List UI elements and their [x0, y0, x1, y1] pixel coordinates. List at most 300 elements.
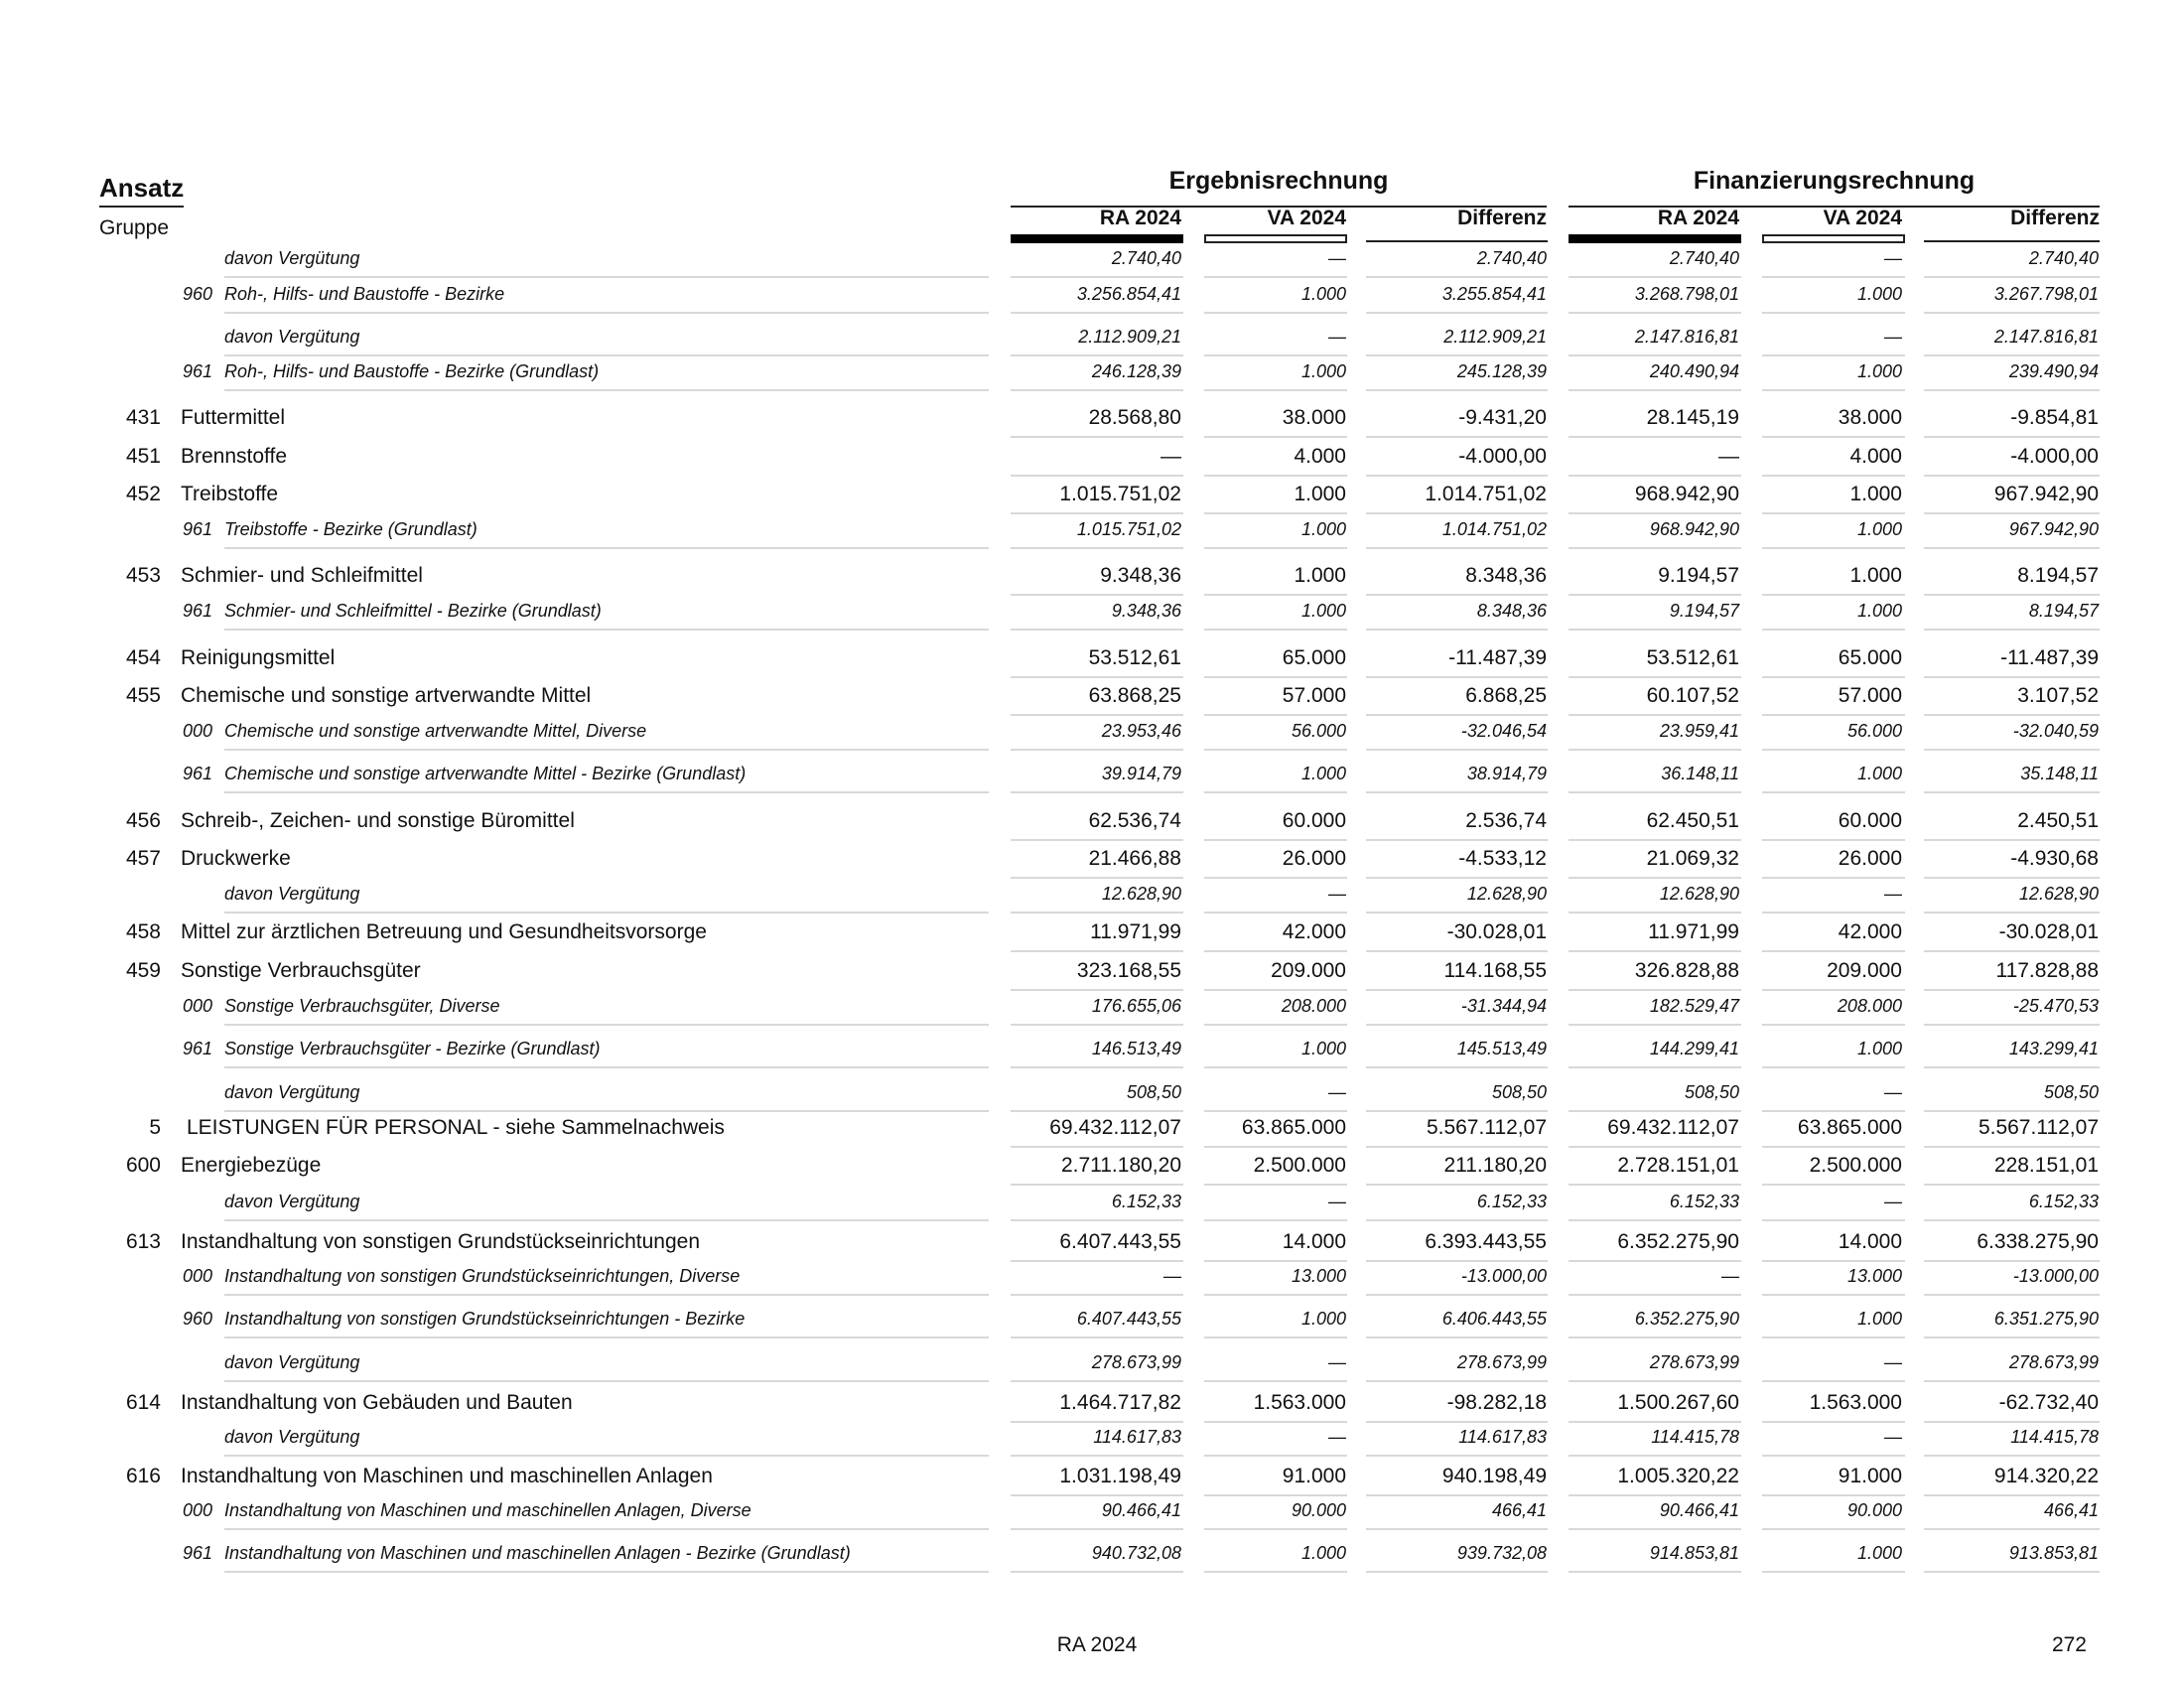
cell-rule — [1569, 912, 1741, 914]
group-code: 431 — [125, 406, 161, 429]
row-rule — [224, 1571, 989, 1573]
cell-rule — [1569, 1380, 1741, 1382]
cell-rule — [1762, 676, 1905, 678]
row-rule — [224, 389, 989, 391]
cell-rule — [1011, 1024, 1183, 1026]
cell-rule — [1762, 749, 1905, 751]
value-fr-diff: 239.490,94 — [2008, 361, 2099, 381]
cell-rule — [1762, 1066, 1905, 1068]
row-rule — [224, 547, 989, 549]
cell-rule — [1011, 436, 1183, 438]
value-er-ra: 1.464.717,82 — [1059, 1391, 1181, 1414]
cell-rule — [1204, 1024, 1347, 1026]
cell-rule — [1924, 1571, 2100, 1573]
value-fr-va: 1.000 — [1856, 1543, 1902, 1563]
value-fr-va: — — [1884, 327, 1902, 347]
value-er-ra: 2.112.909,21 — [1078, 327, 1181, 347]
group-code: 454 — [125, 646, 161, 669]
value-er-diff: 2.536,74 — [1465, 809, 1547, 832]
cell-rule — [1011, 1421, 1183, 1423]
col-marker-er-va — [1204, 234, 1347, 243]
cell-rule — [1924, 1219, 2100, 1221]
cell-rule — [1924, 839, 2100, 841]
value-fr-va: — — [1884, 248, 1902, 268]
row-label: Treibstoffe — [181, 483, 279, 505]
cell-rule — [1204, 989, 1347, 991]
cell-rule — [1762, 475, 1905, 477]
cell-rule — [1569, 1184, 1741, 1186]
value-er-ra: 246.128,39 — [1091, 361, 1181, 381]
value-fr-diff: 143.299,41 — [2008, 1039, 2099, 1058]
cell-rule — [1011, 389, 1183, 391]
value-fr-va: — — [1884, 1192, 1902, 1211]
row-label: davon Vergütung — [224, 1352, 360, 1372]
row-rule — [224, 1336, 989, 1338]
value-er-diff: 6.406.443,55 — [1441, 1309, 1547, 1329]
cell-rule — [1011, 877, 1183, 879]
value-fr-diff: -62.732,40 — [1998, 1391, 2099, 1414]
cell-rule — [1366, 1380, 1548, 1382]
value-er-diff: 245.128,39 — [1456, 361, 1547, 381]
col-header-fr-ra: RA 2024 — [1657, 207, 1739, 229]
value-fr-diff: -4.000,00 — [2010, 445, 2099, 468]
value-fr-ra: 9.194,57 — [1658, 564, 1739, 587]
value-er-ra: 21.466,88 — [1088, 847, 1181, 870]
row-label: davon Vergütung — [224, 327, 360, 347]
cell-rule — [1204, 1110, 1347, 1112]
cell-rule — [1569, 312, 1741, 314]
cell-rule — [1762, 512, 1905, 514]
row-label: davon Vergütung — [224, 1427, 360, 1447]
cell-rule — [1762, 629, 1905, 631]
group-code: 457 — [125, 847, 161, 870]
cell-rule — [1569, 1494, 1741, 1496]
row-label: Instandhaltung von Maschinen und maschinellen Anlagen - Bezirke (Grundlast) — [224, 1543, 851, 1563]
value-fr-ra: 21.069,32 — [1646, 847, 1739, 870]
value-fr-ra: 6.152,33 — [1669, 1192, 1739, 1211]
sub-code: 961 — [183, 519, 213, 539]
value-fr-va: 1.000 — [1849, 483, 1902, 505]
value-er-diff: 6.152,33 — [1476, 1192, 1547, 1211]
row-label: davon Vergütung — [224, 1192, 360, 1211]
cell-rule — [1366, 1260, 1548, 1262]
value-er-va: 1.000 — [1300, 1039, 1346, 1058]
cell-rule — [1204, 312, 1347, 314]
value-fr-va: — — [1884, 884, 1902, 904]
col-header-er-ra: RA 2024 — [1099, 207, 1181, 229]
value-fr-ra: 278.673,99 — [1649, 1352, 1739, 1372]
cell-rule — [1366, 791, 1548, 793]
value-fr-ra: 508,50 — [1684, 1082, 1739, 1102]
value-fr-va: 1.000 — [1856, 1309, 1902, 1329]
group-code: 614 — [125, 1391, 161, 1414]
cell-rule — [1366, 389, 1548, 391]
cell-rule — [1204, 1528, 1347, 1530]
cell-rule — [1569, 1146, 1741, 1148]
value-er-diff: 2.112.909,21 — [1443, 327, 1547, 347]
value-er-va: 26.000 — [1282, 847, 1346, 870]
value-fr-ra: 6.352.275,90 — [1634, 1309, 1739, 1329]
value-fr-ra: 12.628,90 — [1659, 884, 1739, 904]
cell-rule — [1924, 512, 2100, 514]
sub-code: 000 — [183, 1266, 213, 1286]
value-er-va: 38.000 — [1282, 406, 1346, 429]
cell-rule — [1762, 791, 1905, 793]
cell-rule — [1011, 749, 1183, 751]
value-er-diff: -98.282,18 — [1446, 1391, 1547, 1414]
value-er-ra: — — [1160, 445, 1181, 468]
row-label: Treibstoffe - Bezirke (Grundlast) — [224, 519, 478, 539]
cell-rule — [1204, 475, 1347, 477]
row-label: Schreib-, Zeichen- und sonstige Büromittel — [181, 809, 575, 832]
cell-rule — [1924, 1184, 2100, 1186]
cell-rule — [1569, 389, 1741, 391]
value-fr-ra: 326.828,88 — [1634, 959, 1739, 982]
cell-rule — [1366, 1219, 1548, 1221]
value-fr-va: 1.000 — [1856, 764, 1902, 783]
value-er-diff: -4.000,00 — [1458, 445, 1547, 468]
cell-rule — [1569, 436, 1741, 438]
value-fr-diff: 466,41 — [2043, 1500, 2099, 1520]
value-er-diff: 940.198,49 — [1441, 1465, 1547, 1487]
cell-rule — [1366, 1146, 1548, 1148]
row-label: Instandhaltung von Maschinen und maschinellen Anlagen, Diverse — [224, 1500, 751, 1520]
value-fr-va: 57.000 — [1838, 684, 1902, 707]
cell-rule — [1204, 1294, 1347, 1296]
value-fr-va: 1.000 — [1856, 519, 1902, 539]
cell-rule — [1924, 912, 2100, 914]
cell-rule — [1204, 1380, 1347, 1382]
header-ansatz: Ansatz — [99, 173, 184, 208]
value-fr-ra: 2.740,40 — [1669, 248, 1739, 268]
value-fr-diff: 913.853,81 — [2008, 1543, 2099, 1563]
value-er-diff: 3.255.854,41 — [1441, 284, 1547, 304]
value-fr-diff: 6.152,33 — [2028, 1192, 2099, 1211]
value-fr-ra: 1.500.267,60 — [1617, 1391, 1739, 1414]
value-fr-diff: 12.628,90 — [2018, 884, 2099, 904]
value-fr-diff: 6.351.275,90 — [1993, 1309, 2099, 1329]
value-er-ra: 146.513,49 — [1091, 1039, 1181, 1058]
cell-rule — [1011, 512, 1183, 514]
row-rule — [224, 749, 989, 751]
cell-rule — [1366, 714, 1548, 716]
value-er-ra: 9.348,36 — [1100, 564, 1181, 587]
cell-rule — [1011, 475, 1183, 477]
row-label: Schmier- und Schleifmittel - Bezirke (Grundlast) — [224, 601, 602, 621]
row-label: Chemische und sonstige artverwandte Mittel — [181, 684, 592, 707]
row-rule — [224, 1380, 989, 1382]
value-er-ra: 940.732,08 — [1091, 1543, 1181, 1563]
cell-rule — [1924, 1066, 2100, 1068]
cell-rule — [1366, 1294, 1548, 1296]
value-er-ra: 2.740,40 — [1111, 248, 1181, 268]
footer-label: RA 2024 — [1056, 1633, 1138, 1656]
value-er-ra: 63.868,25 — [1088, 684, 1181, 707]
value-fr-va: 4.000 — [1849, 445, 1902, 468]
cell-rule — [1011, 989, 1183, 991]
value-er-va: — — [1328, 327, 1346, 347]
value-fr-diff: 228.151,01 — [1993, 1154, 2099, 1177]
value-er-va: — — [1328, 1427, 1346, 1447]
value-er-va: 1.000 — [1300, 764, 1346, 783]
value-er-va: 60.000 — [1282, 809, 1346, 832]
cell-rule — [1924, 629, 2100, 631]
row-rule — [224, 629, 989, 631]
value-fr-ra: 6.352.275,90 — [1617, 1230, 1739, 1253]
col-marker-er-ra — [1011, 234, 1183, 243]
cell-rule — [1762, 1184, 1905, 1186]
row-label: Instandhaltung von Gebäuden und Bauten — [181, 1391, 573, 1414]
value-fr-diff: 5.567.112,07 — [1978, 1116, 2099, 1139]
value-fr-ra: 240.490,94 — [1649, 361, 1739, 381]
value-fr-va: 42.000 — [1838, 920, 1902, 943]
cell-rule — [1011, 1184, 1183, 1186]
cell-rule — [1011, 950, 1183, 952]
cell-rule — [1924, 1024, 2100, 1026]
value-er-va: 63.865.000 — [1241, 1116, 1346, 1139]
cell-rule — [1366, 1455, 1548, 1457]
value-fr-diff: 114.415,78 — [2010, 1427, 2099, 1447]
cell-rule — [1924, 714, 2100, 716]
cell-rule — [1011, 312, 1183, 314]
value-er-ra: — — [1163, 1266, 1181, 1286]
cell-rule — [1011, 676, 1183, 678]
value-er-diff: -30.028,01 — [1446, 920, 1547, 943]
cell-rule — [1366, 1494, 1548, 1496]
cell-rule — [1569, 354, 1741, 356]
col-header-er-diff: Differenz — [1457, 207, 1547, 229]
cell-rule — [1011, 1571, 1183, 1573]
cell-rule — [1924, 1294, 2100, 1296]
cell-rule — [1762, 1421, 1905, 1423]
cell-rule — [1011, 1260, 1183, 1262]
cell-rule — [1011, 791, 1183, 793]
cell-rule — [1924, 1494, 2100, 1496]
section-title-finanzierungsrechnung: Finanzierungsrechnung — [1569, 167, 2100, 208]
cell-rule — [1924, 749, 2100, 751]
value-er-diff: 939.732,08 — [1456, 1543, 1547, 1563]
row-label: Mittel zur ärztlichen Betreuung und Gesundheitsvorsorge — [181, 920, 707, 943]
value-er-diff: -31.344,94 — [1460, 996, 1547, 1016]
value-fr-diff: 3.107,52 — [2017, 684, 2099, 707]
sub-code: 961 — [183, 1543, 213, 1563]
value-er-va: 57.000 — [1282, 684, 1346, 707]
cell-rule — [1204, 912, 1347, 914]
col-marker-fr-va — [1762, 234, 1905, 243]
row-rule — [224, 276, 989, 278]
value-fr-diff: 914.320,22 — [1993, 1465, 2099, 1487]
value-fr-ra: 2.728.151,01 — [1617, 1154, 1739, 1177]
value-fr-ra: 28.145,19 — [1646, 406, 1739, 429]
row-label: Futtermittel — [181, 406, 286, 429]
value-er-ra: 6.407.443,55 — [1059, 1230, 1181, 1253]
cell-rule — [1762, 354, 1905, 356]
value-fr-ra: 62.450,51 — [1646, 809, 1739, 832]
cell-rule — [1569, 676, 1741, 678]
cell-rule — [1011, 839, 1183, 841]
row-label: davon Vergütung — [224, 884, 360, 904]
cell-rule — [1366, 629, 1548, 631]
cell-rule — [1011, 629, 1183, 631]
cell-rule — [1011, 1219, 1183, 1221]
value-er-diff: 2.740,40 — [1476, 248, 1547, 268]
cell-rule — [1204, 389, 1347, 391]
header-gruppe: Gruppe — [99, 216, 170, 239]
row-rule — [224, 791, 989, 793]
value-er-va: — — [1328, 248, 1346, 268]
sub-code: 961 — [183, 1039, 213, 1058]
cell-rule — [1569, 475, 1741, 477]
row-label: Druckwerke — [181, 847, 291, 870]
value-fr-ra: 114.415,78 — [1651, 1427, 1739, 1447]
value-fr-diff: -4.930,68 — [2010, 847, 2099, 870]
cell-rule — [1762, 276, 1905, 278]
value-er-diff: 1.014.751,02 — [1425, 483, 1547, 505]
value-fr-diff: -30.028,01 — [1998, 920, 2099, 943]
row-label: Chemische und sonstige artverwandte Mittel - Bezirke (Grundlast) — [224, 764, 747, 783]
cell-rule — [1204, 676, 1347, 678]
value-fr-ra: 968.942,90 — [1634, 483, 1739, 505]
cell-rule — [1924, 276, 2100, 278]
value-er-va: — — [1328, 884, 1346, 904]
cell-rule — [1762, 1528, 1905, 1530]
cell-rule — [1011, 1146, 1183, 1148]
sub-code: 000 — [183, 996, 213, 1016]
row-label: Sonstige Verbrauchsgüter — [181, 959, 421, 982]
cell-rule — [1366, 1336, 1548, 1338]
cell-rule — [1366, 547, 1548, 549]
cell-rule — [1204, 1421, 1347, 1423]
sub-code: 961 — [183, 601, 213, 621]
row-label: Instandhaltung von sonstigen Grundstückseinrichtungen - Bezirke — [224, 1309, 746, 1329]
value-er-ra: 6.152,33 — [1111, 1192, 1181, 1211]
row-label: Energiebezüge — [181, 1154, 322, 1177]
value-er-va: 1.000 — [1294, 483, 1346, 505]
value-er-ra: 90.466,41 — [1101, 1500, 1181, 1520]
value-fr-diff: -11.487,39 — [2000, 646, 2099, 669]
value-er-ra: 39.914,79 — [1101, 764, 1181, 783]
cell-rule — [1204, 1184, 1347, 1186]
value-fr-diff: 967.942,90 — [1993, 483, 2099, 505]
value-er-va: — — [1328, 1192, 1346, 1211]
cell-rule — [1924, 1336, 2100, 1338]
value-fr-va: — — [1884, 1082, 1902, 1102]
col-marker-fr-ra — [1569, 234, 1741, 243]
cell-rule — [1569, 1421, 1741, 1423]
value-er-ra: 53.512,61 — [1088, 646, 1181, 669]
cell-rule — [1366, 1571, 1548, 1573]
cell-rule — [1569, 1024, 1741, 1026]
row-rule — [224, 1219, 989, 1221]
value-fr-va: — — [1884, 1352, 1902, 1372]
value-fr-diff: 2.740,40 — [2028, 248, 2099, 268]
cell-rule — [1569, 791, 1741, 793]
group-code: 455 — [125, 684, 161, 707]
value-fr-ra: — — [1721, 1266, 1739, 1286]
row-rule — [224, 312, 989, 314]
value-fr-diff: 35.148,11 — [2020, 764, 2099, 783]
value-er-diff: 114.168,55 — [1443, 959, 1547, 982]
value-fr-ra: 60.107,52 — [1646, 684, 1739, 707]
cell-rule — [1204, 547, 1347, 549]
cell-rule — [1569, 749, 1741, 751]
sub-code: 960 — [183, 284, 213, 304]
row-label: Instandhaltung von Maschinen und maschinellen Anlagen — [181, 1465, 713, 1487]
cell-rule — [1569, 1110, 1741, 1112]
cell-rule — [1762, 1146, 1905, 1148]
group-code: 458 — [125, 920, 161, 943]
value-er-diff: 114.617,83 — [1458, 1427, 1547, 1447]
cell-rule — [1011, 276, 1183, 278]
cell-rule — [1762, 1336, 1905, 1338]
cell-rule — [1204, 354, 1347, 356]
cell-rule — [1924, 1110, 2100, 1112]
value-fr-va: 38.000 — [1838, 406, 1902, 429]
cell-rule — [1204, 594, 1347, 596]
cell-rule — [1011, 1494, 1183, 1496]
value-er-ra: 114.617,83 — [1093, 1427, 1181, 1447]
value-er-ra: 23.953,46 — [1101, 721, 1181, 741]
cell-rule — [1924, 475, 2100, 477]
value-er-va: 65.000 — [1282, 646, 1346, 669]
value-er-ra: 12.628,90 — [1101, 884, 1181, 904]
value-er-va: 1.000 — [1294, 564, 1346, 587]
cell-rule — [1762, 1110, 1905, 1112]
value-fr-va: 1.000 — [1849, 564, 1902, 587]
value-er-diff: -13.000,00 — [1460, 1266, 1547, 1286]
row-label: Instandhaltung von sonstigen Grundstückseinrichtungen, Diverse — [224, 1266, 741, 1286]
cell-rule — [1366, 749, 1548, 751]
cell-rule — [1924, 1421, 2100, 1423]
cell-rule — [1204, 1571, 1347, 1573]
row-label: Brennstoffe — [181, 445, 288, 468]
group-code: 600 — [125, 1154, 161, 1177]
cell-rule — [1569, 594, 1741, 596]
value-fr-va: 26.000 — [1838, 847, 1902, 870]
cell-rule — [1366, 839, 1548, 841]
cell-rule — [1762, 1260, 1905, 1262]
cell-rule — [1011, 1455, 1183, 1457]
cell-rule — [1762, 950, 1905, 952]
cell-rule — [1011, 354, 1183, 356]
cell-rule — [1366, 1528, 1548, 1530]
cell-rule — [1366, 912, 1548, 914]
value-fr-diff: -9.854,81 — [2010, 406, 2099, 429]
cell-rule — [1011, 1528, 1183, 1530]
row-label: Reinigungsmittel — [181, 646, 336, 669]
value-er-va: 208.000 — [1281, 996, 1346, 1016]
row-label: Chemische und sonstige artverwandte Mittel, Diverse — [224, 721, 647, 741]
value-fr-va: 91.000 — [1838, 1465, 1902, 1487]
value-er-ra: 1.015.751,02 — [1059, 483, 1181, 505]
value-fr-diff: 117.828,88 — [1995, 959, 2099, 982]
value-fr-diff: 2.450,51 — [2017, 809, 2099, 832]
value-fr-va: 90.000 — [1846, 1500, 1902, 1520]
cell-rule — [1569, 950, 1741, 952]
value-fr-va: 1.000 — [1856, 601, 1902, 621]
value-er-diff: 38.914,79 — [1466, 764, 1547, 783]
cell-rule — [1366, 512, 1548, 514]
value-er-va: 90.000 — [1291, 1500, 1346, 1520]
value-fr-diff: -25.470,53 — [2012, 996, 2099, 1016]
cell-rule — [1011, 1294, 1183, 1296]
value-fr-va: 60.000 — [1838, 809, 1902, 832]
value-fr-diff: 967.942,90 — [2008, 519, 2099, 539]
cell-rule — [1204, 1066, 1347, 1068]
cell-rule — [1366, 989, 1548, 991]
value-er-va: 91.000 — [1282, 1465, 1346, 1487]
value-fr-ra: 9.194,57 — [1669, 601, 1739, 621]
